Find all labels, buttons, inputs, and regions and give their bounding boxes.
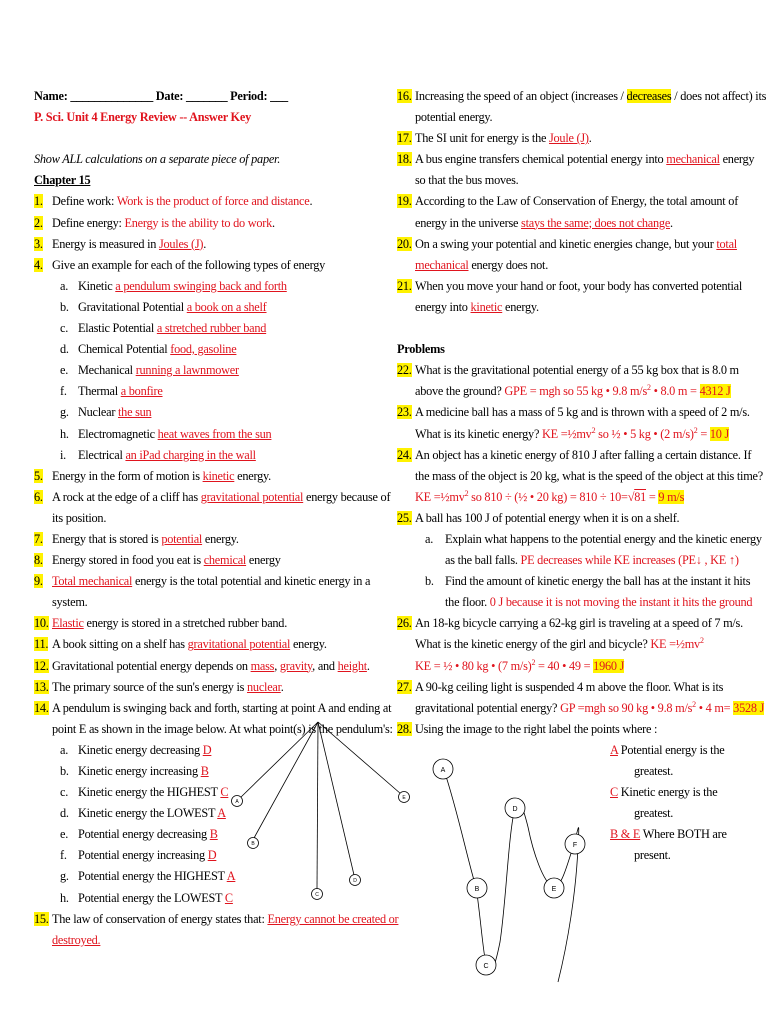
coaster-label-a: A (440, 767, 446, 774)
question-16-cont: potential energy. (415, 110, 493, 125)
q28-item-cont: greatest. (634, 764, 674, 779)
question-16: 16. Increasing the speed of an object (increases / decreases / does not affect) its (397, 89, 767, 103)
q14-item: g. Potential energy the HIGHEST A (60, 869, 236, 884)
question-27: 27. A 90-kg ceiling light is suspended 4 m above the floor. What is its (397, 679, 724, 694)
question-25b: b. Find the amount of kinetic energy the ball has at the instant it hits (425, 574, 751, 589)
q4-item: f. Thermal a bonfire (60, 384, 163, 399)
q14-item: a. Kinetic energy decreasing D (60, 742, 212, 757)
q28-answers (610, 740, 760, 867)
coaster-label-f: F (572, 842, 578, 849)
coaster-label-e: E (551, 886, 557, 893)
pendulum-diagram (230, 718, 415, 903)
q14-item: f. Potential energy increasing D (60, 848, 217, 863)
question-21: 21. When you move your hand or foot, your body has converted potential (397, 278, 743, 293)
question-6: 6. A rock at the edge of a cliff has gravitational potential energy because of (34, 489, 391, 504)
q4-item: b. Gravitational Potential a book on a shelf (60, 299, 267, 314)
question-8: 8. Energy stored in food you eat is chemical energy (34, 553, 281, 568)
question-9-cont: system. (52, 595, 88, 610)
question-21-cont: energy into kinetic energy. (415, 299, 539, 314)
question-26: 26. An 18-kg bicycle carrying a 62-kg girl is traveling at a speed of 7 m/s. (397, 616, 743, 631)
right-column (397, 86, 767, 740)
question-22: 22. What is the gravitational potential energy of a 55 kg box that is 8.0 m (397, 363, 739, 378)
page-title: P. Sci. Unit 4 Energy Review -- Answer Key (34, 110, 251, 125)
question-11: 11. A book sitting on a shelf has gravitational potential energy. (34, 637, 327, 652)
q14-item: b. Kinetic energy increasing B (60, 764, 209, 778)
question-22-cont: above the ground? GPE = mgh so 55 kg • 9.8 $m/s^2$ • 8.0 m = 4312 J (415, 383, 731, 399)
question-27-cont: gravitational potential energy? GP =mgh so 90 kg • 9.8 $m/s^2$ • 4 m= 3528 J (415, 699, 765, 715)
question-25: 25. A ball has 100 J of potential energy when it is on a shelf. (397, 510, 680, 525)
question-25b-cont: the floor. 0 J because it is not moving the instant it hits the ground (445, 595, 753, 610)
question-14-cont: point E as shown in the image below. At what point(s) is the pendulum's: (52, 721, 393, 736)
coaster-diagram (428, 752, 598, 992)
question-7: 7. Energy that is stored is potential energy. (34, 531, 239, 546)
question-18-cont: so that the bus moves. (415, 173, 519, 188)
question-19: 19. According to the Law of Conservation of Energy, the total amount of (397, 194, 739, 209)
q14-item: h. Potential energy the LOWEST C (60, 890, 233, 905)
q14-item: d. Kinetic energy the LOWEST A (60, 806, 226, 821)
q4-item: h. Electromagnetic heat waves from the sun (60, 426, 272, 441)
q4-item: e. Mechanical running a lawnmower (60, 363, 239, 378)
question-19-cont: energy in the universe stays the same; does not change. (415, 215, 673, 230)
pendulum-label-c: C (315, 892, 319, 898)
pendulum-label-a: A (235, 799, 239, 805)
q4-item: d. Chemical Potential food, gasoline (60, 342, 237, 357)
question-24-cont: the mass of the object is 20 kg, what is the speed of the object at this time? (415, 468, 763, 483)
question-24-answer: KE $=\frac{1}{2}mv^2$ so 810 ÷ (½ • 20 kg) = 810 ÷ 10=√81 = 9 m/s (415, 488, 685, 504)
question-26-cont: What is the kinetic energy of the girl and bicycle? KE $=\frac{1}{2}mv^2$ (415, 636, 704, 652)
pendulum-label-e: E (402, 795, 406, 801)
question-10: 10. Elastic energy is stored in a stretched rubber band. (34, 616, 288, 631)
question-20: 20. On a swing your potential and kinetic energies change, but your total (397, 236, 737, 251)
question-2: 2. Define energy: Energy is the ability to do work. (34, 215, 275, 230)
q14-item: e. Potential energy decreasing B (60, 827, 218, 842)
question-18: 18. A bus engine transfers chemical potential energy into mechanical energy (397, 152, 755, 167)
question-9: 9. Total mechanical energy is the total potential and kinetic energy in a (34, 574, 371, 589)
pendulum-label-b: B (251, 841, 255, 847)
chapter-heading: Chapter 15 (34, 173, 91, 188)
question-20-cont: mechanical energy does not. (415, 257, 549, 272)
question-1: 1. Define work: Work is the product of force and distance. (34, 194, 313, 209)
pendulum-label-d: D (353, 878, 357, 884)
coaster-label-c: C (483, 963, 489, 970)
question-3: 3. Energy is measured in Joules (J). (34, 236, 207, 251)
q4-item: g. Nuclear the sun (60, 405, 152, 420)
question-15: 15. The law of conservation of energy states that: Energy cannot be created or (34, 911, 399, 926)
coaster-label-b: B (474, 886, 480, 893)
question-12: 12. Gravitational potential energy depends on mass, gravity, and height. (34, 658, 370, 673)
question-15-cont: destroyed. (52, 932, 101, 947)
question-25a: a. Explain what happens to the potential energy and the kinetic energy (425, 531, 762, 546)
q14-item: c. Kinetic energy the HIGHEST C (60, 785, 229, 800)
question-25a-cont: as the ball falls. PE decreases while KE increases (PE↓ , KE ↑) (445, 553, 739, 568)
question-24: 24. An object has a kinetic energy of 810 J after falling a certain distance. If (397, 447, 752, 462)
question-14: 14. A pendulum is swinging back and forth, starting at point A and ending at (34, 700, 392, 715)
arrow-down-icon: ↓ (695, 553, 702, 568)
question-23: 23. A medicine ball has a mass of 5 kg and is thrown with a speed of 2 m/s. (397, 405, 750, 420)
question-28: 28. Using the image to the right label the points where : (397, 721, 658, 736)
problems-heading: Problems (397, 342, 445, 357)
q28-item-cont: greatest. (634, 806, 674, 821)
coaster-label-d: D (512, 806, 518, 813)
q28-item: A Potential energy is the (610, 743, 725, 757)
question-6-cont: its position. (52, 510, 107, 525)
question-26-answer: KE = ½ • 80 kg • (7 m/s)$^2$ = 40 • 49 = 1960 J (415, 657, 625, 673)
q28-item: B & E Where BOTH are (610, 827, 727, 842)
instructions: Show ALL calculations on a separate piece of paper. (34, 152, 281, 167)
question-4: 4. Give an example for each of the following types of energy (34, 257, 326, 272)
name-line: Name: ______________ Date: _______ Period: ___ (34, 89, 288, 103)
q28-item: C Kinetic energy is the (610, 785, 718, 800)
arrow-up-icon: ↑ (728, 553, 735, 568)
q4-item: a. Kinetic a pendulum swinging back and forth (60, 278, 287, 293)
q28-item-cont: present. (634, 848, 671, 863)
question-13: 13. The primary source of the sun's energy is nuclear. (34, 679, 284, 694)
question-5: 5. Energy in the form of motion is kinetic energy. (34, 468, 271, 483)
question-23-cont: What is its kinetic energy? KE $=\frac{1}{2}mv^2$ so ½ • 5 kg • (2 m/s)$^2$ = 10 J (415, 425, 730, 441)
q4-item: c. Elastic Potential a stretched rubber band (60, 321, 267, 336)
question-17: 17. The SI unit for energy is the Joule (J). (397, 131, 592, 146)
q4-item: i. Electrical an iPad charging in the wall (60, 447, 256, 462)
